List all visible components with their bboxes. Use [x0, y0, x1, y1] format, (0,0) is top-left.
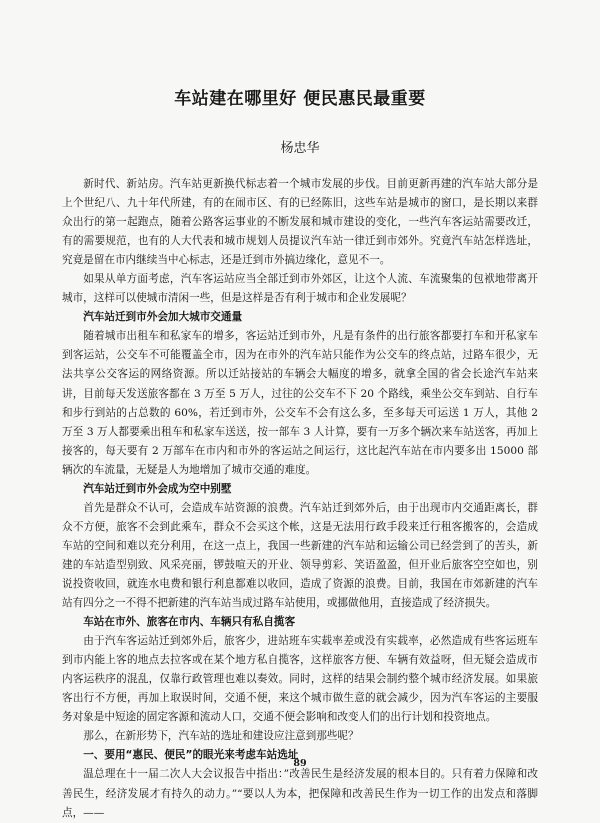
paragraph: 随着城市出租车和私家车的增多，客运站迁到市外，凡是有条件的出行旅客都要打车和开私家车到客运站，公交车不可能覆盖全市，因为在市外的汽车站只能作为公交车的终点站，过路车很少，无法共享公交客运的网络资源。所以迁站接站的车辆会大幅度的增多，就拿全国的省会长途汽车站来讲，目前每天发送旅客都在 3 万至 5 万人，过往的公交车不下 20 个路线，乘坐公交车到站、自行车和步行到站的占总数的 60%，若迁到市外，公交车不会有这么多，至多每天可运送 1 万人，其他 2 万至 3 万人都要乘出租车和私家车送送，按一部车 3 人计算，要有一万多个辆次来车站送客，再加上接客的，每天要有 2 万部车在市内和市外的客运站之间运行，这比起汽车站在市内要多出 15000 部辆次的车流量，无疑是人为地增加了城市交通的难度。 — [62, 330, 538, 476]
paragraph: 温总理在十一届二次人大会议报告中指出：”改善民生是经济发展的根本目的。只有着力保障和改善民生，经济发展才有持久的动力。”“要以人为本，把保障和改善民生作为一切工作的出发点和落脚点，—— — [62, 768, 538, 819]
page-number: 89 — [293, 758, 307, 769]
paragraph: 那么，在新形势下，汽车站的选址和建设应注意到那些呢？ — [83, 730, 359, 743]
section-heading: 一、要用“惠民、便民”的眼光来考虑车站选址 — [83, 749, 299, 762]
section-heading: 汽车站迁到市外会加大城市交通量 — [83, 311, 243, 324]
paragraph: 首先是群众不认可，会造成车站资源的浪费。汽车站迁到郊外后，由于出现市内交通距离长，群众不方便，旅客不会到此乘车，群众不会买这个帐，这是无法用行政手段来迁行租客搬客的，会造成车站的空间和难以充分利用，在这一点上，我国一些新建的汽车站和运输公司已经尝到了的苦头，新建的车站造型别致、风采亮丽，锣鼓喧天的开业、领导剪彩、笑语盈盈，但开业后旅客空空如也，别说投资收回，就连水电费和银行利息都难以收回，造成了资源的浪费。目前，我国在市郊新建的汽车站有四分之一不得不把新建的汽车站当成过路车站使用，或挪做他用，直接造成了经济损失。 — [62, 501, 538, 610]
paragraph: 如果从单方面考虑，汽车客运站应当全部迁到市外郊区，让这个人流、车流聚集的包袱地带离开城市，这样可以使城市清闲一些，但是这样是否有利于城市和企业发展呢？ — [62, 273, 538, 305]
article-title: 车站建在哪里好 便民惠民最重要 — [174, 89, 426, 109]
paragraph: 新时代、新站房。汽车站更新换代标志着一个城市发展的步伐。目前更新再建的汽车站大部分是上个世纪八、九十年代所建，有的在闹市区、有的已经陈旧，这些车站是城市的窗口，是长期以来群众出行的第一起跑点，随着公路客运事业的不断发展和城市建设的变化，一些汽车客运站需要改迁，有的需要规范，也有的人大代表和城市规划人员提议汽车站一律迁到市郊外。究竟汽车站怎样选址，究竟是留在市内继续当中心标志，还是迁到市外搞边缘化，意见不一。 — [62, 178, 538, 267]
section-heading: 车站在市外、旅客在市内、车辆只有私自揽客 — [83, 616, 296, 629]
paragraph: 由于汽车客运站迁到郊外后，旅客少，进站班车实载率差或没有实载率，必然造成有些客运班车到市内能上客的地点去拉客或在某个地方私自揽客，这样旅客方便、车辆有效益呀，但无疑会造成市内客运秩序的混乱，仅靠行政管理也难以奏效。同时，这样的结果会制约整个城市经济发展。如果旅客出行不方便，再加上取误时间，交通不便，来这个城市做生意的就会减少，因为汽车客运的主要服务对象是中短途的固定客源和流动人口，交通不便会影响和改变人们的出行计划和投资地点。 — [62, 635, 538, 724]
article-body — [62, 175, 538, 823]
section-heading: 汽车站迁到市外会成为空中别墅 — [83, 482, 232, 495]
article-author: 杨忠华 — [280, 141, 320, 156]
